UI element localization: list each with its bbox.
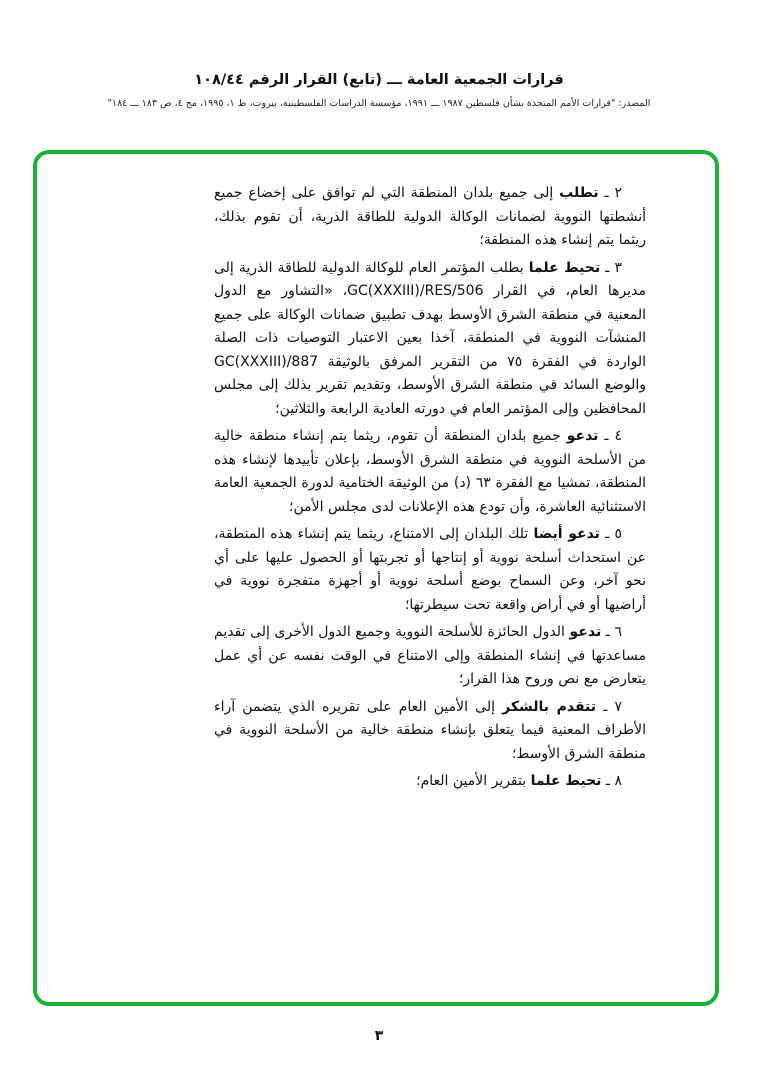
page-header-title: قرارات الجمعية العامة ـــ (تابع) القرار الرقم ١٠٨/٤٤ bbox=[194, 72, 564, 88]
body-paragraph bbox=[214, 425, 646, 519]
body-paragraph bbox=[214, 696, 646, 767]
body-paragraph bbox=[214, 523, 646, 617]
paragraph-text: جميع بلدان المنطقة أن تقوم، ريثما يتم إنشاء منطقة خالية من الأسلحة النووية في منطقة الشرق الأوسط، بإعلان تأييدها لإنشاء هذه المنطقة، تمشيا مع الفقرة ٦٣ (د) من الوثيقة الختامية لدورة الجمعية العامة الاستثنائية العاشرة، وأن تودع هذه الإعلانات لدى مجلس الأمن؛ bbox=[214, 428, 646, 515]
body-paragraph bbox=[214, 770, 646, 794]
body-paragraph bbox=[214, 257, 646, 422]
resolution-body bbox=[214, 182, 646, 798]
paragraph-lead-verb: تدعو أيضا bbox=[533, 526, 600, 542]
paragraph-number: ٣ ـ bbox=[600, 259, 622, 276]
paragraph-number: ٨ ـ bbox=[601, 773, 622, 789]
page-number: ٣ bbox=[374, 1028, 384, 1044]
paragraph-number: ٥ ـ bbox=[599, 526, 622, 542]
body-paragraph bbox=[214, 621, 646, 692]
paragraph-number: ٧ ـ bbox=[596, 698, 622, 715]
paragraph-text: بتقرير الأمين العام؛ bbox=[416, 773, 531, 789]
paragraph-text: الدول الحائزة للأسلحة النووية وجميع الدول الأخرى إلى تقديم مساعدتها في إنشاء المنطقة وإلى الامتناع في الوقت نفسه عن أي عمل يتعارض مع نص وروح هذا القرار؛ bbox=[214, 624, 646, 687]
paragraph-lead-verb: تدعو bbox=[569, 624, 602, 640]
body-paragraph bbox=[214, 182, 646, 253]
paragraph-number: ٤ ـ bbox=[598, 428, 622, 444]
paragraph-lead-verb: تتقدم بالشكر bbox=[502, 698, 597, 715]
paragraph-lead-verb: تحيط علما bbox=[528, 259, 601, 276]
paragraph-text: إلى جميع بلدان المنطقة التي لم توافق على إخضاع جميع أنشطتها النووية لضمانات الوكالة الدولية للطاقة الذرية، أن تقوم بذلك، ريثما يتم إنشاء هذه المنطقة؛ bbox=[214, 185, 646, 248]
page-header-source: المصدر: "قرارات الأمم المتحدة بشأن فلسطين ١٩٨٧ ـــ ١٩٩١، مؤسسة الدراسات الفلسطينية، بيروت، ط ١، ١٩٩٥، مج ٤، ص ١٨٣ ـــ ١٨٤" bbox=[107, 98, 651, 109]
paragraph-lead-verb: تحيط علما bbox=[530, 773, 602, 789]
paragraph-text: إلى الأمين العام على تقريره الذي يتضمن آراء الأطراف المعنية فيما يتعلق بإنشاء منطقة خالية من الأسلحة النووية في منطقة الشرق الأوسط؛ bbox=[214, 698, 646, 762]
paragraph-text: تلك البلدان إلى الامتناع، ريثما يتم إنشاء هذه المنطقة، عن استحداث أسلحة نووية أو إنتاجها أو تجربتها أو الحصول عليها على أي نحو آخر، وعن السماح بوضع أسلحة نووية أو أجهزة متفجرة نووية في أراضيها أو في أراض واقعة تحت سيطرتها؛ bbox=[214, 526, 646, 613]
paragraph-number: ٢ ـ bbox=[598, 185, 622, 201]
paragraph-text: بطلب المؤتمر العام للوكالة الدولية للطاقة الذرية إلى مديرها العام، في القرار GC(XXXIII)/RES/506، «التشاور مع الدول المعنية في منطقة الشرق الأوسط بهدف تطبيق ضمانات الوكالة على جميع المنشآت النووية في المنطقة، آخذا بعين الاعتبار التوصيات ذات الصلة الواردة في الفقرة ٧٥ من التقرير المرفق بالوثيقة GC(XXXIII)/887 والوضع السائد في منطقة الشرق الأوسط، وتقديم تقرير بذلك إلى مجلس المحافظين وإلى المؤتمر العام في دورته العادية الرابعة والثلاثين؛ bbox=[214, 259, 646, 417]
paragraph-lead-verb: تدعو bbox=[566, 428, 599, 444]
paragraph-lead-verb: تطلب bbox=[559, 185, 599, 201]
paragraph-number: ٦ ـ bbox=[601, 624, 622, 640]
